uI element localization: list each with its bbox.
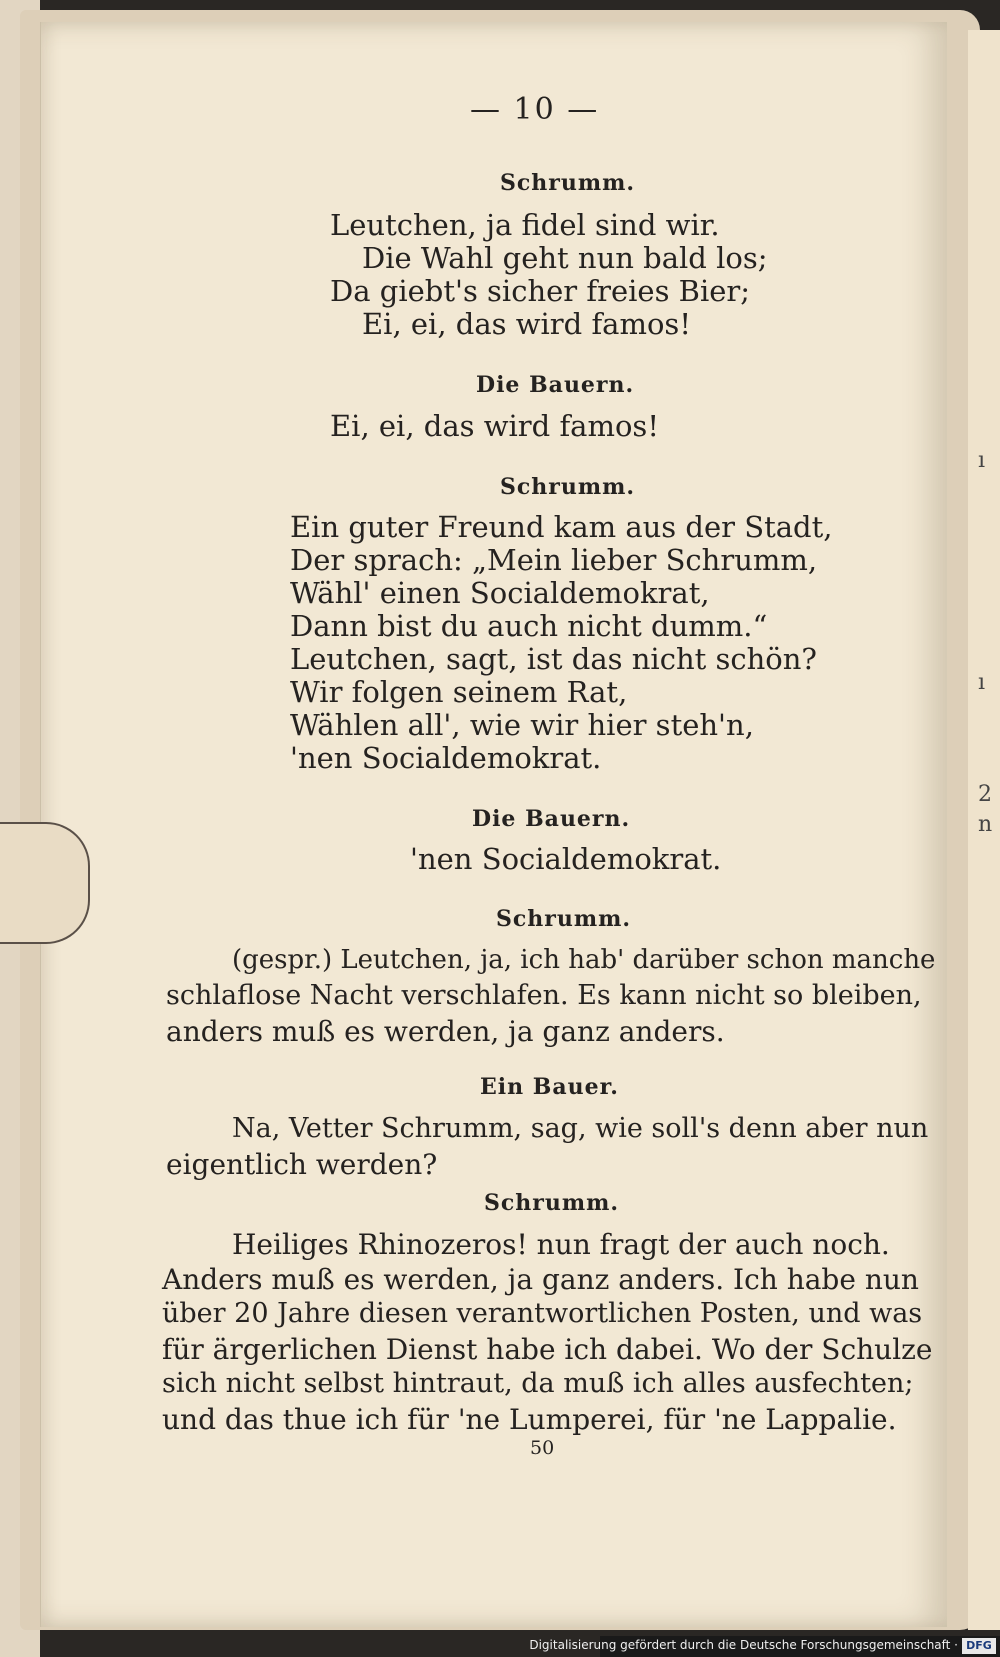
verse-line: Ein guter Freund kam aus der Stadt, — [290, 510, 833, 544]
speaker-heading: Schrumm. — [500, 474, 636, 500]
prose-line: schlaflose Nacht verschlafen. Es kann nicht so bleiben, — [166, 980, 922, 1011]
speaker-heading: Die Bauern. — [476, 372, 635, 398]
prose-line: über 20 Jahre diesen verantwortlichen Posten, und was — [162, 1298, 923, 1329]
speaker-heading: Schrumm. — [500, 170, 636, 196]
page-clip — [0, 822, 90, 944]
verse-line: Wählen all', wie wir hier steh'n, — [290, 708, 754, 742]
verse-line: Dann bist du auch nicht dumm.“ — [290, 609, 768, 643]
verse-line: Ei, ei, das wird famos! — [330, 409, 659, 443]
prose-line: eigentlich werden? — [166, 1148, 438, 1181]
prose-line: Na, Vetter Schrumm, sag, wie soll's denn aber nun — [232, 1113, 929, 1144]
adjacent-page-sliver — [968, 30, 1000, 1630]
verse-line: Wir folgen seinem Rat, — [290, 675, 628, 709]
edge-glyph: ı — [978, 448, 986, 473]
speaker-heading: Schrumm. — [496, 906, 632, 932]
edge-glyph: 2 — [978, 782, 992, 807]
page-header-number: — 10 — — [470, 92, 600, 127]
edge-glyph: ı — [978, 670, 986, 695]
verse-line: 'nen Socialdemokrat. — [410, 842, 722, 876]
verse-line: Da giebt's sicher freies Bier; — [330, 274, 751, 308]
verse-line: Die Wahl geht nun bald los; — [362, 241, 768, 275]
speaker-heading: Schrumm. — [484, 1190, 620, 1216]
prose-line: sich nicht selbst hintraut, da muß ich alles ausfechten; — [162, 1368, 914, 1399]
verse-line: Wähl' einen Socialdemokrat, — [290, 576, 710, 610]
prose-line: anders muß es werden, ja ganz anders. — [166, 1015, 725, 1048]
edge-glyph: n — [978, 812, 993, 837]
prose-line: Heiliges Rhinozeros! nun fragt der auch noch. — [232, 1228, 890, 1261]
footer-credit: Digitalisierung gefördert durch die Deutsche Forschungsgemeinschaft · — [529, 1638, 958, 1652]
prose-line: (gespr.) Leutchen, ja, ich hab' darüber schon manche — [232, 945, 936, 975]
prose-line: und das thue ich für 'ne Lumperei, für 'ne Lappalie. — [162, 1403, 897, 1436]
verse-line: 'nen Socialdemokrat. — [290, 741, 602, 775]
verse-line: Ei, ei, das wird famos! — [362, 307, 691, 341]
prose-line: Anders muß es werden, ja ganz anders. Ich habe nun — [162, 1263, 919, 1296]
verse-line: Der sprach: „Mein lieber Schrumm, — [290, 543, 818, 577]
verse-line: Leutchen, sagt, ist das nicht schön? — [290, 642, 817, 676]
speaker-heading: Die Bauern. — [472, 806, 631, 832]
dfg-logo: DFG — [962, 1638, 996, 1654]
prose-line: für ärgerlichen Dienst habe ich dabei. Wo der Schulze — [162, 1333, 933, 1366]
footer-folio: 50 — [530, 1437, 555, 1459]
speaker-heading: Ein Bauer. — [480, 1074, 619, 1100]
verse-line: Leutchen, ja fidel sind wir. — [330, 208, 720, 242]
